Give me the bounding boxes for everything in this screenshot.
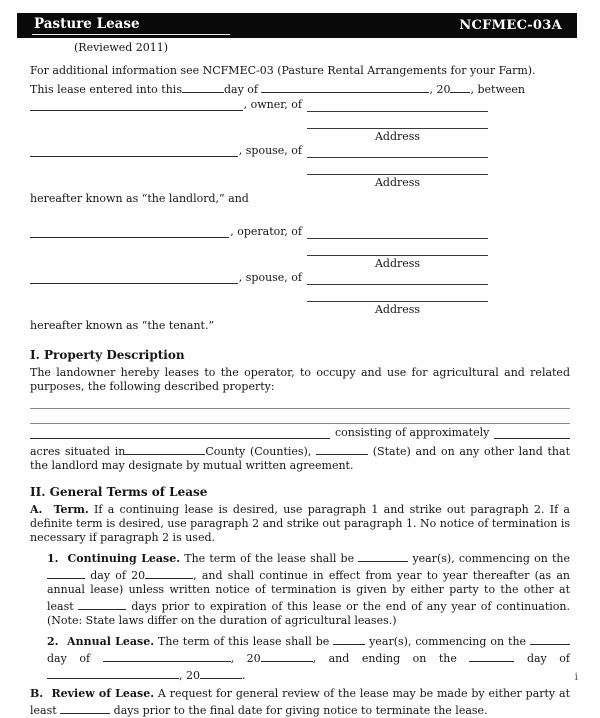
owner-name-blank[interactable] [30, 97, 243, 111]
annual-text-5: , and ending on the [312, 652, 470, 665]
operator-label: , operator, of [230, 225, 302, 238]
annual-text-6: day of [514, 652, 570, 665]
landlord-party-block [30, 95, 570, 187]
property-description-line-1[interactable] [30, 394, 570, 409]
continuing-lease-label: 1. Continuing Lease. [47, 552, 181, 565]
operator-address-line-1[interactable] [307, 222, 488, 239]
owner-address-caption: Address [374, 130, 421, 143]
owner-spouse-address-line-1[interactable] [307, 141, 488, 158]
acres-text-3: (State) and on any other land that the landlord may designate by mutual written agreement. [30, 445, 570, 472]
operator-spouse-row [30, 268, 302, 284]
section-2-heading: II. General Terms of Lease [30, 485, 208, 499]
year-blank[interactable] [450, 80, 470, 93]
continuing-text-1: The term of the lease shall be [180, 552, 359, 565]
continuing-text-2: year(s), commencing on the [408, 552, 570, 565]
owner-spouse-address-block [307, 141, 488, 190]
acreage-blank[interactable] [494, 425, 570, 439]
annual-years-blank[interactable] [333, 632, 365, 645]
owner-address-line-1[interactable] [307, 95, 488, 112]
operator-spouse-address-line-2[interactable] [307, 285, 488, 302]
consisting-row [30, 424, 570, 439]
operator-address-line-2[interactable] [307, 239, 488, 256]
term-text: If a continuing lease is desired, use paragraph 1 and strike out paragraph 2. If a definite term is desired, use paragraph 2 and strike out paragraph 1. No notice of termination is necessary if paragraph 2 is used. [30, 503, 570, 544]
revision-note: (Reviewed 2011) [74, 41, 169, 54]
continuing-years-blank[interactable] [358, 549, 408, 562]
county-blank[interactable] [125, 442, 205, 455]
operator-name-row [30, 222, 302, 238]
entered-text-3: , 20 [429, 83, 451, 96]
owner-spouse-blank[interactable] [30, 143, 238, 157]
owner-label: , owner, of [243, 98, 302, 111]
annual-start-month-blank[interactable] [103, 649, 231, 662]
continuing-text-3: day of 20 [85, 569, 146, 582]
continuing-day-blank[interactable] [47, 566, 85, 579]
review-label: B. Review of Lease. [30, 687, 155, 700]
owner-spouse-address-line-2[interactable] [307, 158, 488, 175]
tenant-hereafter-line: hereafter known as “the tenant.” [30, 319, 215, 332]
annual-text-1: The term of this lease shall be [154, 635, 334, 648]
review-text-2: days prior to the final date for giving notice to terminate the lease. [110, 704, 488, 717]
form-code: NCFMEC-03A [459, 18, 562, 33]
annual-end-year-blank[interactable] [200, 666, 242, 679]
operator-address-caption: Address [374, 257, 421, 270]
landlord-hereafter-line: hereafter known as “the landlord,” and [30, 192, 249, 205]
entered-text-1: This lease entered into this [30, 83, 182, 96]
consisting-text: consisting of approximately [335, 426, 490, 439]
owner-name-row [30, 95, 302, 111]
continuing-lease-paragraph [47, 549, 570, 628]
property-description-line-2[interactable] [30, 409, 570, 424]
review-text-1: A request for general review of the lease may be made by either party at least [30, 687, 570, 717]
operator-spouse-label: , spouse, of [238, 271, 302, 284]
section-1-heading: I. Property Description [30, 348, 185, 362]
state-blank[interactable] [316, 442, 368, 455]
review-days-blank[interactable] [60, 701, 110, 714]
operator-name-blank[interactable] [30, 224, 229, 238]
entered-text-4: , between [470, 83, 525, 96]
acres-text-2: County (Counties), [205, 445, 317, 458]
form-title: Pasture Lease [32, 16, 230, 35]
month-blank[interactable] [261, 80, 429, 93]
operator-address-block [307, 222, 488, 271]
operator-spouse-address-line-1[interactable] [307, 268, 488, 285]
property-intro-paragraph: The landowner hereby leases to the operator, to occupy and use for agricultural and related purposes, the following described property: [30, 366, 570, 393]
operator-spouse-address-caption: Address [374, 303, 421, 316]
acres-paragraph [30, 442, 570, 473]
annual-text-7: , 20 [179, 669, 200, 682]
title-bar [17, 13, 577, 38]
annual-end-month-blank[interactable] [47, 666, 179, 679]
annual-lease-label: 2. Annual Lease. [47, 635, 155, 648]
continuing-text-4: , and shall continue in effect from year to year thereafter (as an annual lease) unless written notice of termination is given by either party to the other at least [47, 569, 570, 613]
continuing-text-5: days prior to expiration of this lease or the end of any year of continuation. (Note: State laws differ on the duration of agricultural leases.) [47, 600, 570, 627]
owner-address-line-2[interactable] [307, 112, 488, 129]
tenant-party-block [30, 222, 570, 314]
annual-lease-paragraph [47, 632, 570, 683]
annual-text-8: . [242, 669, 246, 682]
info-line: For additional information see NCFMEC-03 (Pasture Rental Arrangements for your Farm). [30, 64, 536, 77]
operator-spouse-address-block [307, 268, 488, 317]
annual-text-3: day of [47, 652, 103, 665]
acres-text-1: acres situated in [30, 445, 126, 458]
continuing-year-blank[interactable] [145, 566, 193, 579]
annual-end-day-blank[interactable] [469, 649, 514, 662]
lease-entered-line [30, 80, 570, 95]
continuing-days-notice-blank[interactable] [78, 597, 126, 610]
term-label: A. Term. [30, 503, 89, 516]
owner-spouse-label: , spouse, of [238, 144, 302, 157]
entered-text-2: day of [223, 83, 262, 96]
term-paragraph [30, 503, 570, 545]
owner-spouse-address-caption: Address [374, 176, 421, 189]
property-description-line-3[interactable] [30, 425, 330, 439]
annual-text-4: , 20 [230, 652, 261, 665]
annual-text-2: year(s), commencing on the [365, 635, 531, 648]
owner-spouse-row [30, 141, 302, 157]
owner-address-block [307, 95, 488, 144]
review-paragraph [30, 687, 570, 718]
page-number: i [574, 671, 578, 683]
day-number-blank[interactable] [182, 80, 224, 93]
annual-start-day-blank[interactable] [530, 632, 570, 645]
operator-spouse-blank[interactable] [30, 270, 238, 284]
annual-start-year-blank[interactable] [261, 649, 313, 662]
